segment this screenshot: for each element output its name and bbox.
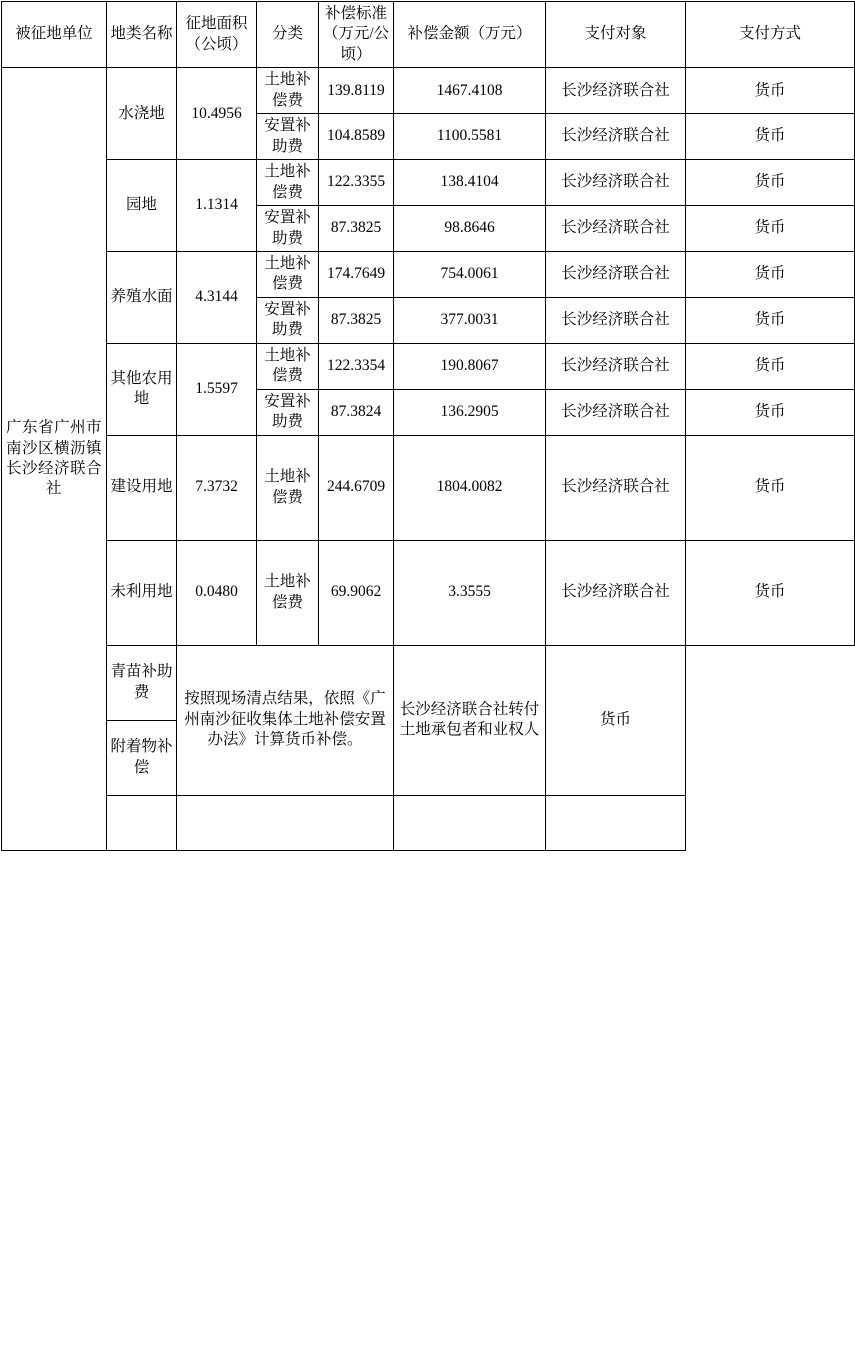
cell-payee: 长沙经济联合社 <box>546 389 686 435</box>
cell-standard: 174.7649 <box>319 251 394 297</box>
cell-category: 安置补助费 <box>257 297 319 343</box>
cell-blank <box>177 795 394 850</box>
cell-category: 安置补助费 <box>257 114 319 160</box>
header-amount: 补偿金额（万元） <box>394 2 546 68</box>
table-row <box>2 160 855 206</box>
cell-standard: 122.3355 <box>319 160 394 206</box>
cell-land-type: 园地 <box>107 160 177 252</box>
cell-payee: 长沙经济联合社 <box>546 540 686 645</box>
cell-payee: 长沙经济联合社 <box>546 297 686 343</box>
cell-blank <box>394 795 546 850</box>
cell-category: 土地补偿费 <box>257 343 319 389</box>
header-unit: 被征地单位 <box>2 2 107 68</box>
header-area: 征地面积（公顷） <box>177 2 257 68</box>
cell-category: 安置补助费 <box>257 389 319 435</box>
footer-note-text: 按照现场清点结果，依照《广州南沙征收集体土地补偿安置办法》计算货币补偿。 <box>184 690 386 749</box>
cell-payment-method: 货币 <box>686 297 855 343</box>
cell-category: 安置补助费 <box>257 206 319 252</box>
cell-payee: 长沙经济联合社 <box>546 206 686 252</box>
cell-area: 7.3732 <box>177 435 257 540</box>
cell-category: 土地补偿费 <box>257 160 319 206</box>
cell-payment-method: 货币 <box>686 68 855 114</box>
table-row <box>2 343 855 389</box>
cell-standard: 122.3354 <box>319 343 394 389</box>
cell-payee: 长沙经济联合社 <box>546 114 686 160</box>
cell-land-type: 养殖水面 <box>107 251 177 343</box>
table-row <box>2 435 855 540</box>
cell-blank <box>107 795 177 850</box>
table-row-blank <box>2 795 855 850</box>
cell-area: 1.1314 <box>177 160 257 252</box>
table-row <box>2 540 855 645</box>
cell-unit-name: 广东省广州市南沙区横沥镇长沙经济联合社 <box>2 68 107 850</box>
cell-payment-method: 货币 <box>686 540 855 645</box>
cell-payee: 长沙经济联合社 <box>546 68 686 114</box>
cell-payee: 长沙经济联合社 <box>546 251 686 297</box>
cell-amount: 377.0031 <box>394 297 546 343</box>
cell-amount: 190.8067 <box>394 343 546 389</box>
cell-category: 土地补偿费 <box>257 540 319 645</box>
cell-amount: 754.0061 <box>394 251 546 297</box>
cell-standard: 69.9062 <box>319 540 394 645</box>
cell-land-type: 建设用地 <box>107 435 177 540</box>
cell-amount: 136.2905 <box>394 389 546 435</box>
cell-payment-method: 货币 <box>686 435 855 540</box>
cell-amount: 138.4104 <box>394 160 546 206</box>
cell-footer-payment-method: 货币 <box>546 645 686 795</box>
cell-amount: 1100.5581 <box>394 114 546 160</box>
table-row <box>2 645 855 720</box>
cell-standard: 244.6709 <box>319 435 394 540</box>
compensation-table <box>1 1 855 851</box>
cell-land-type: 未利用地 <box>107 540 177 645</box>
cell-standard: 104.8589 <box>319 114 394 160</box>
cell-payee: 长沙经济联合社 <box>546 435 686 540</box>
cell-standard: 87.3824 <box>319 389 394 435</box>
header-land-type: 地类名称 <box>107 2 177 68</box>
cell-amount: 3.3555 <box>394 540 546 645</box>
cell-payment-method: 货币 <box>686 206 855 252</box>
table-row <box>2 68 855 114</box>
cell-footer-payee: 长沙经济联合社转付土地承包者和业权人 <box>394 645 546 795</box>
cell-amount: 1467.4108 <box>394 68 546 114</box>
cell-payment-method: 货币 <box>686 160 855 206</box>
table-header-row <box>2 2 855 68</box>
header-category: 分类 <box>257 2 319 68</box>
cell-area: 1.5597 <box>177 343 257 435</box>
cell-category: 土地补偿费 <box>257 68 319 114</box>
cell-category: 土地补偿费 <box>257 435 319 540</box>
cell-payment-method: 货币 <box>686 343 855 389</box>
cell-payment-method: 货币 <box>686 389 855 435</box>
cell-seedling-subsidy-label: 青苗补助费 <box>107 645 177 720</box>
cell-standard: 87.3825 <box>319 206 394 252</box>
header-payment-method: 支付方式 <box>686 2 855 68</box>
cell-land-type: 其他农用地 <box>107 343 177 435</box>
cell-standard: 139.8119 <box>319 68 394 114</box>
header-standard: 补偿标准（万元/公顷） <box>319 2 394 68</box>
cell-category: 土地补偿费 <box>257 251 319 297</box>
cell-blank <box>546 795 686 850</box>
cell-payee: 长沙经济联合社 <box>546 343 686 389</box>
cell-amount: 98.8646 <box>394 206 546 252</box>
cell-payment-method: 货币 <box>686 114 855 160</box>
cell-footer-note <box>177 645 394 795</box>
table-row <box>2 251 855 297</box>
cell-area: 0.0480 <box>177 540 257 645</box>
header-payee: 支付对象 <box>546 2 686 68</box>
cell-payment-method: 货币 <box>686 251 855 297</box>
cell-standard: 87.3825 <box>319 297 394 343</box>
cell-land-type: 水浇地 <box>107 68 177 160</box>
cell-amount: 1804.0082 <box>394 435 546 540</box>
cell-area: 10.4956 <box>177 68 257 160</box>
cell-payee: 长沙经济联合社 <box>546 160 686 206</box>
cell-attachment-compensation-label: 附着物补偿 <box>107 720 177 795</box>
cell-area: 4.3144 <box>177 251 257 343</box>
